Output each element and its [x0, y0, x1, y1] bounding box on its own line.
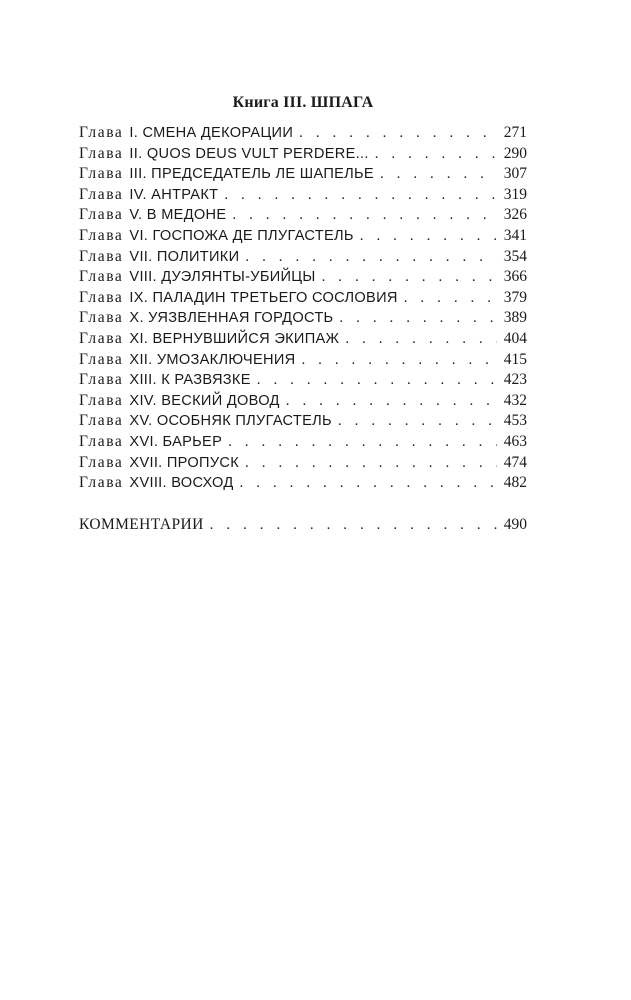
toc-entry	[79, 226, 527, 247]
toc-entry	[79, 288, 527, 309]
dot-leader	[245, 453, 497, 474]
chapter-prefix: Глава	[79, 165, 124, 183]
chapter-title: XIII. К РАЗВЯЗКЕ	[129, 372, 251, 389]
toc-entry	[79, 411, 527, 432]
chapter-prefix: Глава	[79, 474, 124, 492]
page-number: 463	[503, 432, 527, 450]
chapter-title: III. ПРЕДСЕДАТЕЛЬ ЛЕ ШАПЕЛЬЕ	[129, 166, 374, 183]
toc-entry	[79, 144, 527, 165]
page-number: 474	[503, 453, 527, 471]
book-title: Книга III. ШПАГА	[232, 94, 374, 111]
toc-entry	[79, 453, 527, 474]
page-number: 423	[503, 371, 527, 389]
chapter-title: XVI. БАРЬЕР	[129, 433, 223, 450]
chapter-title: VIII. ДУЭЛЯНТЫ-УБИЙЦЫ	[129, 269, 316, 286]
dot-leader	[257, 370, 497, 391]
dot-leader	[299, 123, 497, 144]
chapter-prefix: Глава	[79, 124, 124, 141]
chapter-title: II. QUOS DEUS VULT PERDERE...	[129, 145, 369, 162]
chapter-title: VI. ГОСПОЖА ДЕ ПЛУГАСТЕЛЬ	[129, 227, 354, 244]
dot-leader	[404, 288, 497, 309]
chapter-prefix: Глава	[79, 391, 124, 409]
page-number: 326	[503, 206, 527, 224]
page-number: 453	[503, 412, 527, 430]
chapter-prefix: Глава	[79, 453, 124, 471]
dot-leader	[210, 515, 497, 536]
comments-entry	[79, 515, 527, 536]
page-number: 341	[503, 226, 527, 244]
chapter-prefix: Глава	[79, 412, 124, 430]
dot-leader	[360, 226, 497, 247]
table-of-contents	[79, 93, 527, 535]
chapter-prefix: Глава	[79, 247, 124, 265]
chapter-title: XIV. ВЕСКИЙ ДОВОД	[129, 392, 280, 409]
toc-entry	[79, 391, 527, 412]
dot-leader	[240, 473, 497, 494]
page-number: 482	[503, 474, 527, 492]
chapter-prefix: Глава	[79, 185, 124, 203]
toc-entry	[79, 308, 527, 329]
dot-leader	[228, 432, 497, 453]
chapter-list	[79, 123, 527, 494]
page-number: 404	[503, 329, 527, 347]
chapter-title: XVII. ПРОПУСК	[129, 454, 240, 471]
dot-leader	[375, 144, 497, 165]
chapter-prefix: Глава	[79, 309, 124, 327]
dot-leader	[345, 329, 497, 350]
toc-entry	[79, 123, 527, 144]
page-number: 379	[503, 288, 527, 306]
chapter-prefix: Глава	[79, 226, 124, 244]
page-number: 290	[503, 144, 527, 162]
page-number: 319	[503, 185, 527, 203]
chapter-prefix: Глава	[79, 432, 124, 450]
dot-leader	[322, 267, 497, 288]
comments-title: КОММЕНТАРИИ	[79, 515, 204, 533]
dot-leader	[301, 350, 497, 371]
dot-leader	[245, 247, 497, 268]
chapter-prefix: Глава	[79, 350, 124, 368]
chapter-title: I. СМЕНА ДЕКОРАЦИИ	[129, 125, 294, 141]
dot-leader	[338, 411, 497, 432]
page-number: 271	[503, 124, 527, 141]
page-number: 389	[503, 309, 527, 327]
page-number: 432	[503, 391, 527, 409]
page-number: 354	[503, 247, 527, 265]
toc-entry	[79, 164, 527, 185]
page-number: 490	[503, 515, 527, 533]
dot-leader	[380, 164, 497, 185]
chapter-title: XV. ОСОБНЯК ПЛУГАСТЕЛЬ	[129, 413, 332, 430]
chapter-title: IV. АНТРАКТ	[129, 186, 219, 203]
chapter-title: X. УЯЗВЛЕННАЯ ГОРДОСТЬ	[129, 310, 334, 327]
chapter-prefix: Глава	[79, 144, 124, 162]
toc-entry	[79, 247, 527, 268]
chapter-title: XII. УМОЗАКЛЮЧЕНИЯ	[129, 351, 296, 368]
page-number: 366	[503, 268, 527, 286]
chapter-prefix: Глава	[79, 371, 124, 389]
toc-entry	[79, 473, 527, 494]
chapter-prefix: Глава	[79, 206, 124, 224]
chapter-title: V. В МЕДОНЕ	[129, 207, 227, 224]
toc-entry	[79, 205, 527, 226]
toc-entry	[79, 267, 527, 288]
page-number: 415	[503, 350, 527, 368]
dot-leader	[286, 391, 497, 412]
toc-entry	[79, 432, 527, 453]
chapter-title: XI. ВЕРНУВШИЙСЯ ЭКИПАЖ	[129, 330, 340, 347]
toc-entry	[79, 350, 527, 371]
page-number: 307	[503, 165, 527, 183]
toc-entry	[79, 370, 527, 391]
chapter-title: IX. ПАЛАДИН ТРЕТЬЕГО СОСЛОВИЯ	[129, 289, 398, 306]
dot-leader	[339, 308, 497, 329]
chapter-prefix: Глава	[79, 288, 124, 306]
chapter-prefix: Глава	[79, 329, 124, 347]
toc-entry	[79, 185, 527, 206]
chapter-prefix: Глава	[79, 268, 124, 286]
chapter-title: VII. ПОЛИТИКИ	[129, 248, 240, 265]
dot-leader	[232, 205, 497, 226]
dot-leader	[224, 185, 497, 206]
toc-entry	[79, 329, 527, 350]
chapter-title: XVIII. ВОСХОД	[129, 475, 234, 492]
